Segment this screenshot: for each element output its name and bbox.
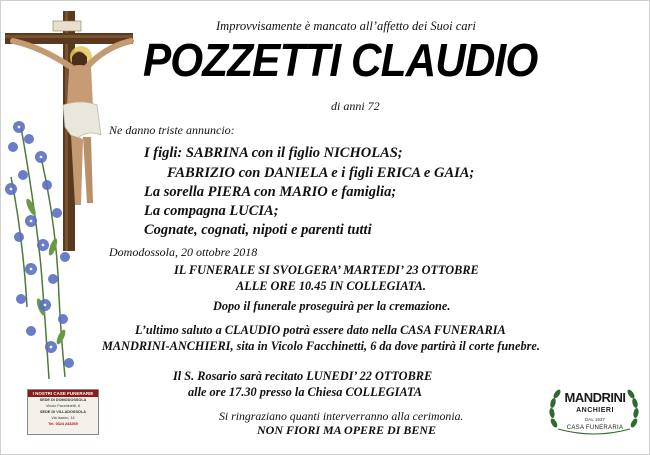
card-line: Vicolo Facchinetti, 6 (46, 404, 80, 408)
place-date: Domodossola, 20 ottobre 2018 (109, 245, 258, 259)
relatives-line: I figli: SABRINA con il figlio NICHOLAS; (144, 145, 403, 161)
thanks-line: Si ringraziano quanti interverranno alla cerimonia. (219, 409, 464, 423)
logo-sub-text: ANCHIERI (576, 407, 614, 414)
relatives-line: FABRIZIO con DANIELA e i figli ERICA e GAIA; (167, 165, 475, 181)
funeral-line: IL FUNERALE SI SVOLGERA’ MARTEDI’ 23 OTTOBRE (174, 263, 479, 277)
mandrini-logo (544, 383, 644, 443)
funeral-home-card (27, 389, 99, 435)
age: di anni 72 (331, 99, 380, 113)
crucifix-with-flowers-image (1, 7, 151, 387)
last-farewell-line: L’ultimo saluto a CLAUDIO potrà essere dato nella CASA FUNERARIA (135, 323, 506, 337)
last-farewell-line: MANDRINI-ANCHIERI, sita in Vicolo Facchinetti, 6 da dove partirà il corte funebre. (102, 339, 540, 353)
intro-line: Improvvisamente è mancato all’affetto dei Suoi cari (216, 19, 476, 33)
relatives-line: La compagna LUCIA; (144, 203, 279, 219)
rosary-line: Il S. Rosario sarà recitato LUNEDI’ 22 OTTOBRE (173, 369, 433, 383)
funeral-line: Dopo il funerale proseguirà per la cremazione. (213, 299, 451, 313)
no-flowers-line: NON FIORI MA OPERE DI BENE (257, 423, 437, 437)
rosary-line: alle ore 17.30 presso la Chiesa COLLEGIATA (188, 385, 423, 399)
funeral-line: ALLE ORE 10.45 IN COLLEGIATA. (236, 279, 426, 293)
card-line: Via Isarno, 14 (51, 416, 75, 420)
card-phone: Tel. 0324 243269 (48, 422, 78, 426)
card-line: SEDE DI VILLADOSSOLA (40, 410, 86, 414)
logo-since-text: DAL 1937 (585, 417, 605, 422)
card-line: SEDE DI DOMODOSSOLA (39, 398, 87, 402)
logo-tagline: CASA FUNERARIA (566, 425, 624, 431)
announcement-intro: Ne danno triste annuncio: (109, 123, 235, 137)
logo-main-text: MANDRINI (564, 390, 626, 405)
relatives-line: Cognate, cognati, nipoti e parenti tutti (144, 222, 372, 238)
relatives-line: La sorella PIERA con MARIO e famiglia; (144, 184, 397, 200)
card-header: I NOSTRI CASE FUNERARIE (28, 390, 98, 397)
deceased-name: POZZETTI CLAUDIO (143, 34, 538, 86)
